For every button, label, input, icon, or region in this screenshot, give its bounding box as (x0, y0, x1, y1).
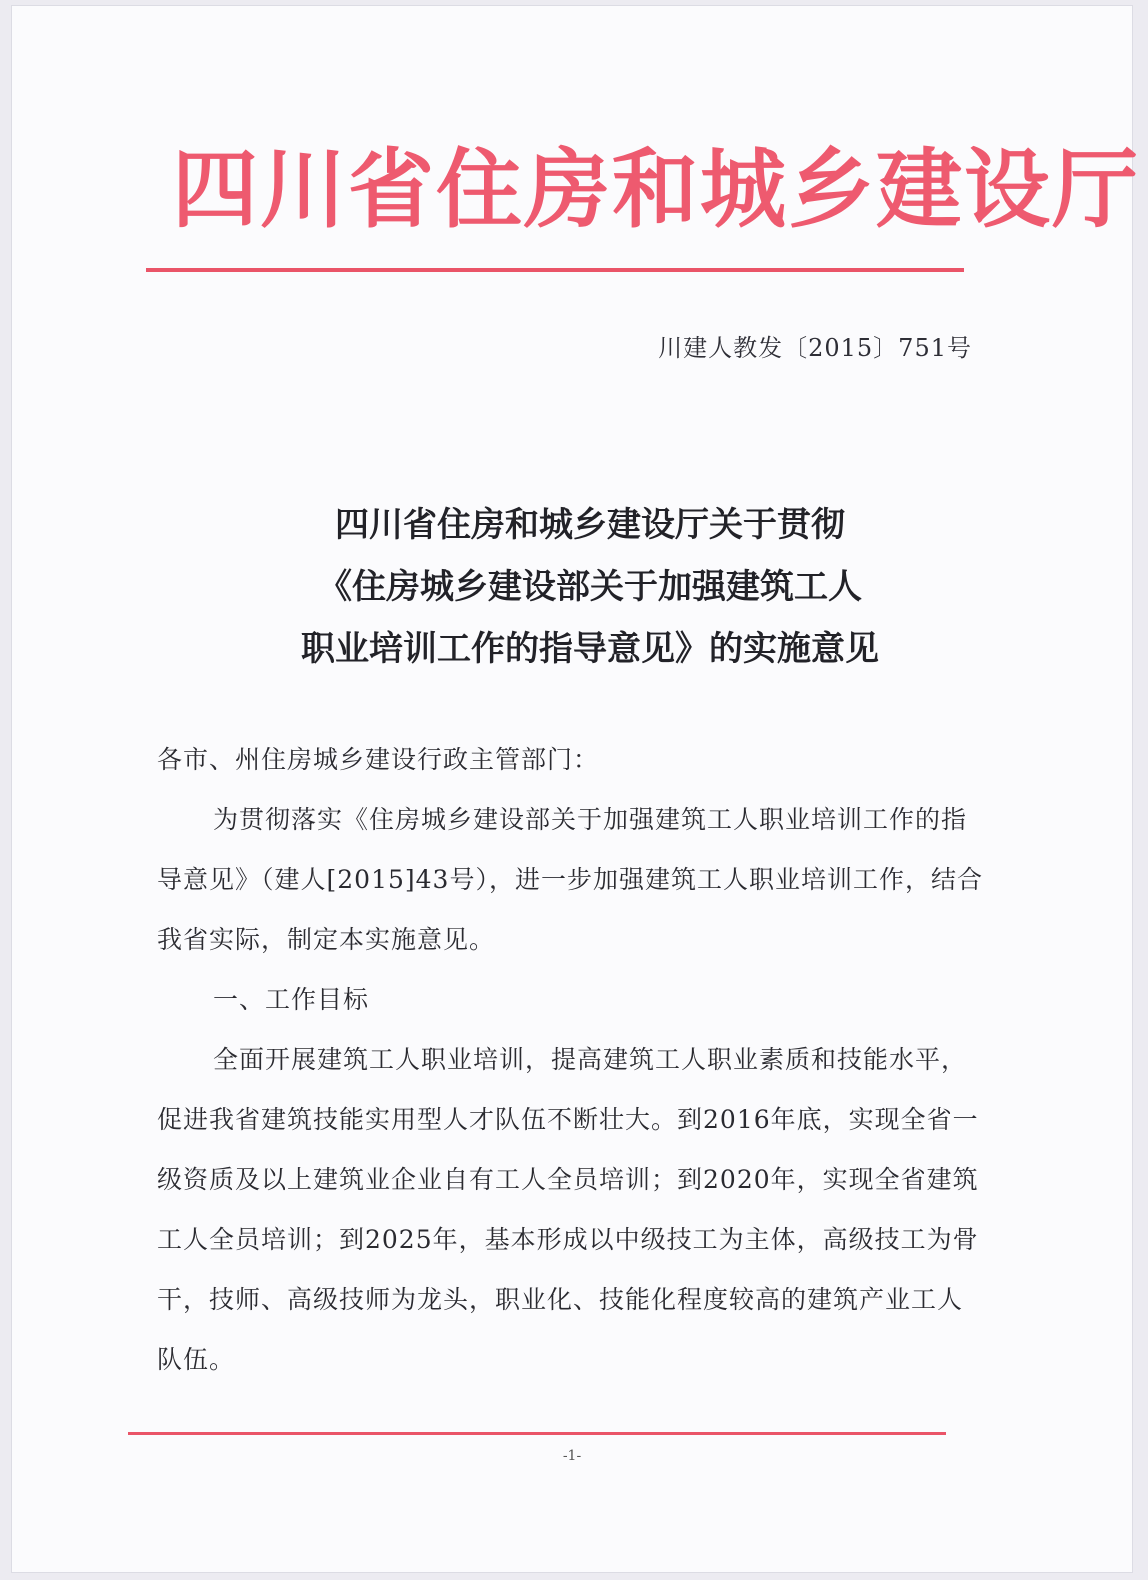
section-heading: 一、工作目标 (213, 985, 370, 1014)
salutation: 各市、州住房城乡建设行政主管部门： (157, 745, 600, 774)
document-body (157, 730, 987, 1390)
title-line: 职业培训工作的指导意见》的实施意见 (301, 629, 879, 669)
document-title (152, 494, 1028, 680)
masthead-rule (146, 268, 964, 272)
footer-rule (128, 1432, 946, 1435)
title-line: 《住房城乡建设部关于加强建筑工人 (318, 567, 862, 607)
document-page (12, 6, 1140, 1572)
masthead-title: 四川省住房和城乡建设厅 (172, 139, 1140, 240)
section-paragraph: 全面开展建筑工人职业培训，提高建筑工人职业素质和技能水平，促进我省建筑技能实用型人才队伍不断壮大。到2016年底，实现全省一级资质及以上建筑业企业自有工人全员培训；到2020年，实现全省建筑工人全员培训；到2025年，基本形成以中级技工为主体，高级技工为骨干，技师、高级技师为龙头，职业化、技能化程度较高的建筑产业工人队伍。 (157, 1045, 979, 1374)
title-line: 四川省住房和城乡建设厅关于贯彻 (335, 505, 845, 545)
intro-paragraph: 为贯彻落实《住房城乡建设部关于加强建筑工人职业培训工作的指导意见》（建人[2015]43号），进一步加强建筑工人职业培训工作，结合我省实际，制定本实施意见。 (157, 805, 983, 954)
page-number: -1- (562, 1448, 582, 1464)
document-number: 川建人教发〔2015〕751号 (658, 334, 972, 362)
